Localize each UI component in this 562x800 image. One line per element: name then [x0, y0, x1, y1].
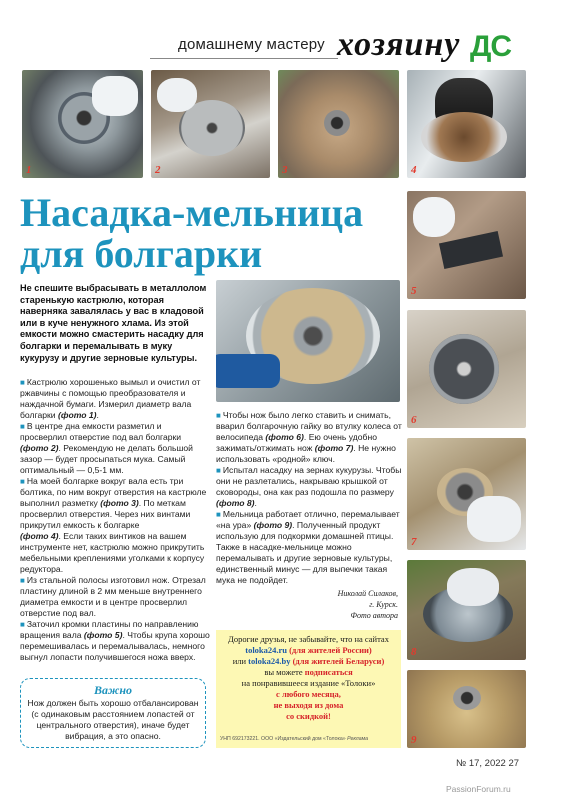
photo-9-label: 9: [411, 734, 417, 746]
header-title: хозяину: [337, 26, 461, 63]
subscription-ad: [216, 630, 401, 748]
paragraph-text: . Ею очень удобно зажимать/отжимать нож: [216, 432, 377, 453]
photo-reference: (фото 9): [253, 520, 293, 530]
left-column: [20, 377, 210, 663]
promo-subscribe: подписаться: [304, 667, 353, 677]
promo-site-by-note: (для жителей Беларуси): [292, 656, 385, 666]
header-rule: [150, 58, 338, 59]
photo-7-label: 7: [411, 536, 417, 548]
bullet-icon: ■: [20, 576, 25, 585]
promo-fine-print: [220, 734, 397, 745]
photo-reference: (фото 5): [83, 630, 123, 640]
photo-reference: (фото 1): [57, 410, 97, 420]
photo-8: [407, 560, 526, 660]
paragraph-text: .: [96, 410, 99, 420]
paragraph-text: . Если таких винтиков на вашем инструменте нет, кастрюлю можно прикрутить мебельными креплениями уголками к корпусу редуктора.: [20, 531, 205, 574]
promo-line-8: со скидкой!: [286, 711, 331, 721]
promo-or: или: [232, 656, 247, 666]
photo-credit: Фото автора: [350, 611, 398, 620]
header-logo: ДС: [470, 30, 512, 63]
photo-reference: (фото 7): [314, 443, 354, 453]
photo-reference: (фото 3): [100, 498, 139, 508]
promo-fine-company: УНП 692173221. ООО «Издательский дом «Толока»: [220, 736, 346, 742]
bullet-icon: ■: [20, 477, 25, 486]
photo-7: [407, 438, 526, 550]
left-col-paragraph: [20, 377, 210, 421]
lead-paragraph: Не спешите выбрасывать в металлолом старенькую кастрюлю, которая наверняка завалялась у вас в кладовой или в куче ненужного хлама. Из этой емкости можно смастерить насадку для болгарки и перемалывать в муку кукурузу и другие зерновые культуры.: [20, 283, 207, 363]
paragraph-text: . По меткам просверлил отверстия. Через них винтами прикрутил емкость к болгарке: [20, 498, 191, 530]
watermark: PassionForum.ru: [446, 784, 511, 794]
paragraph-text: . Не нужно использовать «родной» ключ.: [216, 443, 396, 464]
right-column: [216, 410, 402, 586]
photo-reference: (фото 8): [216, 498, 255, 508]
photo-9: [407, 670, 526, 748]
promo-site-ru-note: (для жителей России): [289, 645, 372, 655]
left-col-paragraph: [20, 619, 210, 663]
photo-5: [407, 191, 526, 299]
photo-6-label: 6: [411, 414, 417, 426]
paragraph-text: .: [254, 498, 257, 508]
promo-line-4: [216, 667, 401, 678]
warning-title: Важно: [93, 683, 133, 697]
photo-5-label: 5: [411, 285, 417, 297]
bullet-icon: ■: [216, 466, 221, 475]
left-col-paragraph: [20, 421, 210, 476]
author-name: Николай Силаков,: [337, 589, 398, 598]
left-col-paragraph: [20, 575, 210, 619]
paragraph-text: Кастрюлю хорошенько вымыл и очистил от ржавчины с помощью преобразователя и наждачной бумаги. Измерил диаметр вала болгарки: [20, 377, 201, 420]
promo-line-5: на понравившееся издание «Толоки»: [241, 678, 376, 688]
left-col-paragraph: [20, 531, 210, 575]
promo-site-by[interactable]: toloka24.by: [248, 656, 291, 666]
promo-line-6: с любого месяца,: [276, 689, 341, 699]
bullet-icon: ■: [20, 422, 25, 431]
header-rubric: домашнему мастеру: [178, 36, 325, 53]
paragraph-text: Из стальной полосы изготовил нож. Отрезал пластину длиной в 2 мм меньше внутреннего диаметра емкости и в центре просверлил отверстие под вал.: [20, 575, 206, 618]
bullet-icon: ■: [216, 411, 221, 420]
photo-reference: (фото 4): [20, 531, 59, 541]
promo-line-2: [216, 645, 401, 656]
promo-line-1: Дорогие друзья, не забывайте, что на сайтах: [228, 634, 389, 644]
paragraph-text: На моей болгарке вокруг вала есть три болтика, по ним вокруг отверстия на кастрюле выполнил разметку: [20, 476, 207, 508]
promo-line-7: не выходя из дома: [273, 700, 344, 710]
photo-3: [278, 70, 399, 178]
promo-line-3: [216, 656, 401, 667]
author-city: г. Курск.: [369, 600, 398, 609]
left-col-paragraph: [20, 476, 210, 531]
photo-6: [407, 310, 526, 428]
bullet-icon: ■: [216, 510, 221, 519]
photo-4: [407, 70, 526, 178]
title-line-2: для болгарки: [20, 231, 263, 276]
paragraph-text: Мельница работает отлично, перемалывает «на ура»: [216, 509, 400, 530]
paragraph-text: Заточил кромки пластины по направлению вращения вала: [20, 619, 199, 640]
photo-1: [22, 70, 143, 178]
warning-box: [20, 678, 206, 748]
right-col-paragraph: [216, 410, 402, 465]
photo-8-label: 8: [411, 646, 417, 658]
photo-1-label: 1: [26, 164, 32, 176]
main-photo: [216, 280, 400, 402]
photo-3-label: 3: [282, 164, 288, 176]
author-signature: [268, 588, 398, 621]
photo-reference: (фото 2): [20, 443, 59, 453]
warning-text: Нож должен быть хорошо отбалансирован (с одинаковым расстоянием лопастей от центрального отверстия), иначе будет вибрация, а это опасно.: [27, 698, 199, 741]
article-title: [20, 192, 405, 274]
paragraph-text: Испытал насадку на зернах кукурузы. Чтобы они не разлетались, накрываю крышкой от сковороды, она как раз подошла по размеру: [216, 465, 402, 497]
photo-reference: (фото 6): [265, 432, 304, 442]
paragraph-text: . Рекомендую не делать большой зазор — будет просыпаться мука. Самый оптимальный — 0,5-1 мм.: [20, 443, 193, 475]
photo-2-label: 2: [155, 164, 161, 176]
paragraph-text: . Чтобы крупа хорошо перемешивалась и перемалывалась, немного выгнул лопасти получившегося ножа вверх.: [20, 630, 210, 662]
paragraph-text: В центре дна емкости разметил и просверлил отверстие под вал болгарки: [20, 421, 182, 442]
promo-can: вы можете: [264, 667, 303, 677]
title-line-1: Насадка-мельница: [20, 190, 364, 235]
bullet-icon: ■: [20, 620, 25, 629]
photo-4-label: 4: [411, 164, 417, 176]
issue-number: № 17, 2022 27: [456, 758, 520, 769]
promo-fine-ad: Реклама: [347, 736, 369, 742]
paragraph-text: . Полученный продукт использую для подкормки домашней птицы. Также в насадке-мельнице можно перемалывать и другие зерновые культуры, единственный минус — для выпечки такая мука не подойдет.: [216, 520, 394, 585]
photo-2: [151, 70, 270, 178]
bullet-icon: ■: [20, 378, 25, 387]
promo-site-ru[interactable]: toloka24.ru: [245, 645, 288, 655]
right-col-paragraph: [216, 509, 402, 586]
paragraph-text: Чтобы нож было легко ставить и снимать, вварил болгарочную гайку во втулку колеса от велосипеда: [216, 410, 402, 442]
right-col-paragraph: [216, 465, 402, 509]
